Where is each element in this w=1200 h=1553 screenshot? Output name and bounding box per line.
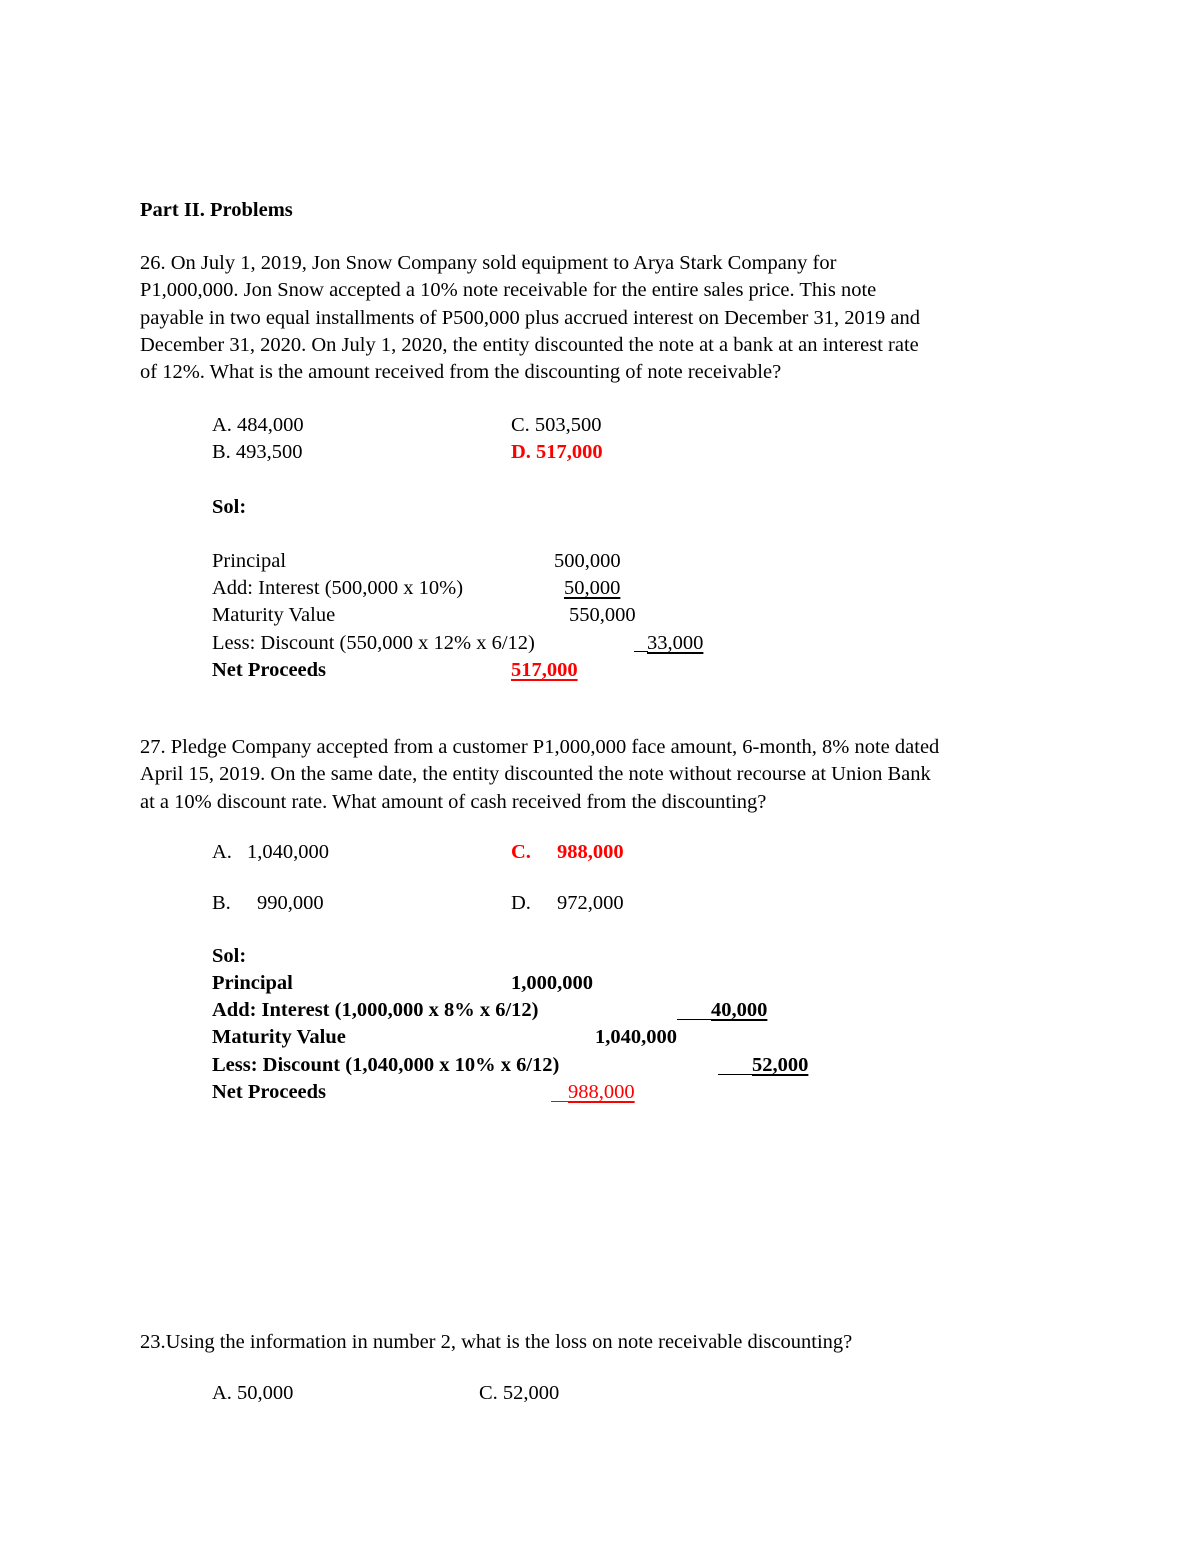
q27-discount-label: Less: Discount (1,040,000 x 10% x 6/12) (212, 1054, 560, 1076)
q26-interest-value: 50,000 (564, 577, 621, 599)
q27-interest-value: 40,000 (711, 999, 768, 1021)
q26-sol-label: Sol: (212, 496, 247, 518)
q26-discount-label: Less: Discount (550,000 x 12% x 6/12) (212, 632, 535, 654)
q26-net-value: 517,000 (511, 659, 578, 681)
question-26-line: of 12%. What is the amount received from the discounting of note receivable? (140, 361, 782, 384)
q26-choice-c: C. 503,500 (511, 414, 602, 436)
q27-interest-label: Add: Interest (1,000,000 x 8% x 6/12) (212, 999, 539, 1021)
question-26-line: P1,000,000. Jon Snow accepted a 10% note receivable for the entire sales price. This note (140, 279, 877, 302)
q27-choice-b-value: 990,000 (257, 892, 324, 914)
q26-interest-label: Add: Interest (500,000 x 10%) (212, 577, 464, 599)
question-27-line: April 15, 2019. On the same date, the entity discounted the note without recourse at Union Bank (140, 763, 931, 786)
q26-net-label: Net Proceeds (212, 659, 327, 681)
question-27-text (140, 734, 1080, 816)
question-23-text: 23.Using the information in number 2, what is the loss on note receivable discounting? (140, 1331, 853, 1353)
question-26-line: payable in two equal installments of P500,000 plus accrued interest on December 31, 2019 and (140, 306, 920, 329)
q27-principal-label: Principal (212, 972, 293, 994)
q27-net-underline-lead (551, 1101, 568, 1102)
part-title: Part II. Problems (140, 199, 293, 221)
q26-discount-underline-lead (634, 651, 648, 652)
question-27-line: 27. Pledge Company accepted from a customer P1,000,000 face amount, 6-month, 8% note dated (140, 736, 940, 758)
q26-choice-a: A. 484,000 (212, 414, 304, 436)
q27-choice-a-letter: A. (212, 841, 232, 863)
q26-discount-value: 33,000 (647, 632, 704, 654)
question-27-line: at a 10% discount rate. What amount of cash received from the discounting? (140, 790, 767, 813)
q26-principal-label: Principal (212, 550, 287, 572)
q26-maturity-label: Maturity Value (212, 604, 336, 626)
q27-sol-label: Sol: (212, 945, 247, 967)
q26-principal-value: 500,000 (554, 550, 621, 572)
q23-choice-a: A. 50,000 (212, 1382, 294, 1404)
q27-choice-d-value: 972,000 (557, 892, 624, 914)
q27-choice-a-value: 1,040,000 (247, 841, 329, 863)
q23-choice-c: C. 52,000 (479, 1382, 560, 1404)
q27-maturity-value: 1,040,000 (595, 1026, 677, 1048)
q26-maturity-value: 550,000 (569, 604, 636, 626)
q27-choice-c-answer: 988,000 (557, 841, 624, 863)
q27-principal-value: 1,000,000 (511, 972, 593, 994)
q27-net-value: 988,000 (568, 1081, 635, 1103)
question-26-line: December 31, 2020. On July 1, 2020, the entity discounted the note at a bank at an interest rate (140, 333, 919, 356)
q27-discount-value: 52,000 (752, 1054, 809, 1076)
q27-discount-underline-lead (718, 1074, 752, 1075)
q27-net-label: Net Proceeds (212, 1081, 327, 1103)
q27-choice-b-letter: B. (212, 892, 231, 914)
question-26-line: 26. On July 1, 2019, Jon Snow Company sold equipment to Arya Stark Company for (140, 252, 837, 274)
q27-choice-c-letter: C. (511, 841, 531, 863)
q26-choice-d-answer: D. 517,000 (511, 441, 603, 463)
q27-interest-underline-lead (677, 1019, 711, 1020)
q27-maturity-label: Maturity Value (212, 1026, 346, 1048)
q26-choice-b: B. 493,500 (212, 441, 303, 463)
q27-choice-d-letter: D. (511, 892, 531, 914)
question-26-text (140, 250, 1080, 386)
